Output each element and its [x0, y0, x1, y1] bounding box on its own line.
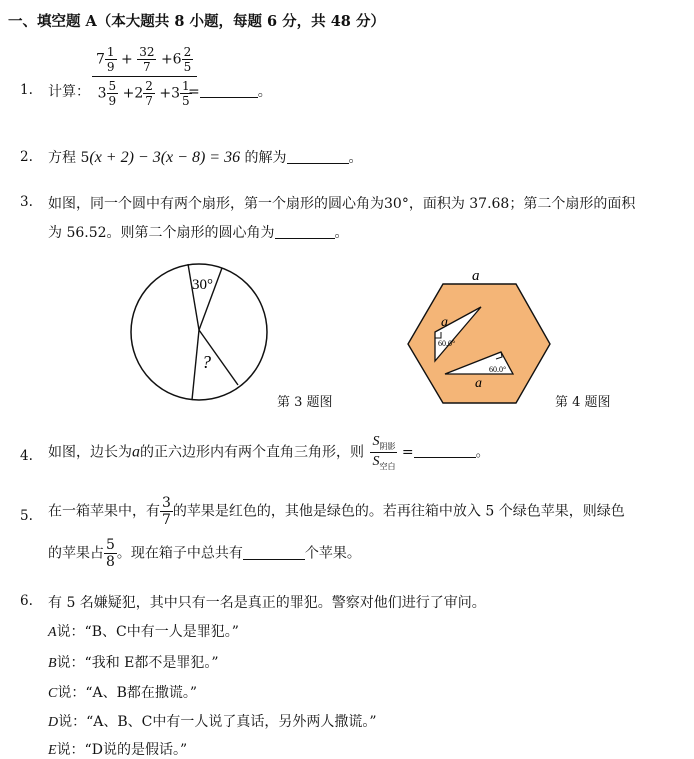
q4-number: 4. [20, 448, 33, 464]
figure-3-caption: 第 3 题图 [277, 395, 333, 410]
figure-4-hexagon [405, 264, 555, 406]
q1-answer: = 。 [188, 84, 272, 100]
q1-answer-blank[interactable] [200, 83, 258, 98]
q3-answer-blank[interactable] [275, 224, 335, 239]
q5-fraction-5-8: $\frac{5}{8}$ [106, 537, 115, 570]
q6-statement: D说：“A、B、C中有一人说了真话，另外两人撒谎。” [48, 714, 377, 730]
angle-30-label: 30° [192, 277, 213, 293]
q6-number: 6. [20, 593, 33, 609]
q6-statement: E说：“D说的是假话。” [48, 742, 188, 758]
q6-statement: B说：“我和 E都不是罪犯。” [48, 655, 219, 671]
q1-label: 计算： [48, 84, 90, 100]
q1-numerator: 7 $\frac{1}{9}$ + $\frac{32}{7}$ +6 $\frac{2}{5}$ [92, 46, 197, 77]
q3-number: 3. [20, 194, 33, 210]
q5-number: 5. [20, 508, 33, 524]
q2-number: 2. [20, 149, 33, 165]
figure-4-caption: 第 4 题图 [555, 395, 611, 410]
q4-variable-a: a [132, 443, 140, 461]
triangle-2-side-label: a [475, 376, 482, 391]
q3-line1: 如图，同一个圆中有两个扇形，第一个扇形的圆心角为30°，面积为 37.68；第二个扇形的面积 [48, 196, 636, 212]
triangle-1-side-label: a [441, 315, 448, 330]
q6-statement: A说：“B、C中有一人是罪犯。” [48, 624, 239, 640]
q1-number: 1. [20, 82, 33, 98]
sector-radius-3 [192, 330, 199, 400]
triangle-2-angle-label: 60.0° [489, 365, 507, 374]
q4-answer-blank[interactable] [414, 443, 476, 458]
q2-equation: (x + 2) − 3(x − 8) = 36 [89, 149, 241, 166]
hexagon-side-label: a [472, 268, 480, 284]
q5-line2: 的苹果占 $\frac{5}{8}$ 。现在箱子中总共有 个苹果。 [48, 537, 361, 570]
q5-fraction-3-7: $\frac{3}{7}$ [162, 495, 171, 528]
q6-intro: 有 5 名嫌疑犯，其中只有一名是真正的罪犯。警察对他们进行了审问。 [48, 595, 486, 611]
q4-text: 如图，边长为a的正六边形内有两个直角三角形，则 $\frac{S_{阴影}}{S_{空白}}$ = 。 [48, 434, 490, 471]
figure-3-circle [125, 258, 275, 408]
q3-line2: 为 56.52。则第二个扇形的圆心角为 。 [48, 225, 349, 241]
unknown-angle-label: ? [202, 352, 211, 372]
q5-line1: 在一箱苹果中，有 $\frac{3}{7}$ 的苹果是红色的，其他是绿色的。若再往箱中放入 5 个绿色苹果，则绿色 [48, 495, 625, 528]
q6-statement: C说：“A、B都在撒谎。” [48, 685, 198, 701]
q2-text: 方程 5(x + 2) − 3(x − 8) = 36 的解为 。 [48, 149, 363, 166]
sector-radius-1 [188, 264, 199, 330]
q2-answer-blank[interactable] [287, 149, 349, 164]
q1-complex-fraction [92, 46, 197, 107]
triangle-1-angle-label: 60.0° [438, 339, 456, 348]
q4-area-ratio: $\frac{S_{阴影}}{S_{空白}}$ [372, 434, 396, 471]
q5-answer-blank[interactable] [243, 545, 305, 560]
q1-denominator: 3 $\frac{5}{9}$ +2 $\frac{2}{7}$ +3 $\frac{1}{5}$ [97, 79, 190, 108]
section-title: 一、填空题 A（本大题共 8 小题，每题 6 分，共 48 分） [8, 13, 385, 30]
